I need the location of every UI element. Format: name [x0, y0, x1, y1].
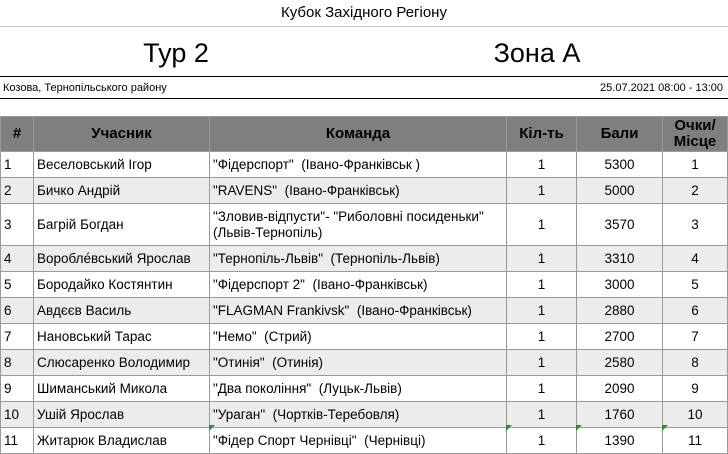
quantity: 1 [507, 272, 577, 298]
quantity: 1 [507, 376, 577, 402]
table-header-row [1, 117, 728, 152]
column-header-points: Бали [577, 117, 663, 152]
row-number: 10 [1, 402, 34, 428]
place: 4 [663, 246, 728, 272]
divider [0, 98, 728, 99]
quantity: 1 [507, 350, 577, 376]
place: 2 [663, 178, 728, 204]
participant-name: Воробле́вський Ярослав [34, 246, 210, 272]
place: 11 [663, 428, 728, 454]
points: 2880 [577, 298, 663, 324]
team-name: "Тернопіль-Львів" (Тернопіль-Львів) [210, 246, 507, 272]
quantity: 1 [507, 246, 577, 272]
team-name: "Фідерспорт" (Івано-Франківськ ) [210, 152, 507, 178]
participant-name: Нановський Тарас [34, 324, 210, 350]
row-number: 1 [1, 152, 34, 178]
cup-title: Кубок Західного Регіону [0, 0, 728, 27]
place: 1 [663, 152, 728, 178]
table-row [1, 428, 728, 454]
location-text: Козова, Тернопільського району [3, 82, 167, 94]
team-name: "RAVENS" (Івано-Франківськ) [210, 178, 507, 204]
cell-marker-icon [576, 425, 582, 431]
place: 9 [663, 376, 728, 402]
table-row [1, 152, 728, 178]
participant-name: Слюсаренко Володимир [34, 350, 210, 376]
row-number: 5 [1, 272, 34, 298]
cell-marker-icon [662, 425, 668, 431]
place: 10 [663, 402, 728, 428]
cell-marker-icon [209, 425, 215, 431]
zone-label: Зона А [493, 38, 581, 68]
row-number: 3 [1, 204, 34, 246]
points: 2580 [577, 350, 663, 376]
place: 7 [663, 324, 728, 350]
points: 3570 [577, 204, 663, 246]
table-row [1, 376, 728, 402]
team-name: "Зловив-відпусти"- "Риболовні посиденьки" (Львів-Тернопіль) [210, 204, 507, 246]
datetime-text: 25.07.2021 08:00 - 13:00 [600, 82, 723, 94]
divider [0, 76, 728, 77]
table-row [1, 204, 728, 246]
points: 5000 [577, 178, 663, 204]
points: 2700 [577, 324, 663, 350]
participant-name: Шиманський Микола [34, 376, 210, 402]
table-row [1, 402, 728, 428]
row-number: 6 [1, 298, 34, 324]
quantity: 1 [507, 298, 577, 324]
column-header-place: Очки/ Місце [663, 117, 728, 152]
points: 3310 [577, 246, 663, 272]
points: 2090 [577, 376, 663, 402]
row-number: 8 [1, 350, 34, 376]
row-number: 2 [1, 178, 34, 204]
quantity: 1 [507, 204, 577, 246]
table-row [1, 272, 728, 298]
points: 5300 [577, 152, 663, 178]
points: 3000 [577, 272, 663, 298]
column-header-team: Команда [210, 117, 507, 152]
participant-name: Багрій Богдан [34, 204, 210, 246]
table-row [1, 298, 728, 324]
place: 5 [663, 272, 728, 298]
team-name: "Фідер Спорт Чернівці" (Чернівці) [210, 428, 507, 454]
quantity: 1 [507, 324, 577, 350]
cell-marker-icon [506, 425, 512, 431]
row-number: 7 [1, 324, 34, 350]
place: 8 [663, 350, 728, 376]
results-table [0, 116, 728, 454]
participant-name: Веселовський Ігор [34, 152, 210, 178]
column-header-participant: Учасник [34, 117, 210, 152]
table-row [1, 246, 728, 272]
participant-name: Житарюк Владислав [34, 428, 210, 454]
team-name: "Отинія" (Отинія) [210, 350, 507, 376]
team-name: "Фідерспорт 2" (Івано-Франківськ) [210, 272, 507, 298]
row-number: 4 [1, 246, 34, 272]
row-number: 9 [1, 376, 34, 402]
team-name: "Немо" (Стрий) [210, 324, 507, 350]
quantity: 1 [507, 178, 577, 204]
row-number: 11 [1, 428, 34, 454]
participant-name: Авдєєв Василь [34, 298, 210, 324]
participant-name: Бородайко Костянтин [34, 272, 210, 298]
column-header-num: # [1, 117, 34, 152]
quantity: 1 [507, 402, 577, 428]
place: 6 [663, 298, 728, 324]
points: 1760 [577, 402, 663, 428]
tour-label: Тур 2 [143, 38, 209, 68]
column-header-qty: Кіл-ть [507, 117, 577, 152]
place: 3 [663, 204, 728, 246]
team-name: "Два покоління" (Луцьк-Львів) [210, 376, 507, 402]
participant-name: Ушій Ярослав [34, 402, 210, 428]
table-row [1, 178, 728, 204]
team-name: "FLAGMAN Frankivsk" (Івано-Франківськ) [210, 298, 507, 324]
participant-name: Бичко Андрій [34, 178, 210, 204]
table-row [1, 350, 728, 376]
points: 1390 [577, 428, 663, 454]
table-row [1, 324, 728, 350]
team-name: "Ураган" (Чортків-Теребовля) [210, 402, 507, 428]
quantity: 1 [507, 428, 577, 454]
quantity: 1 [507, 152, 577, 178]
